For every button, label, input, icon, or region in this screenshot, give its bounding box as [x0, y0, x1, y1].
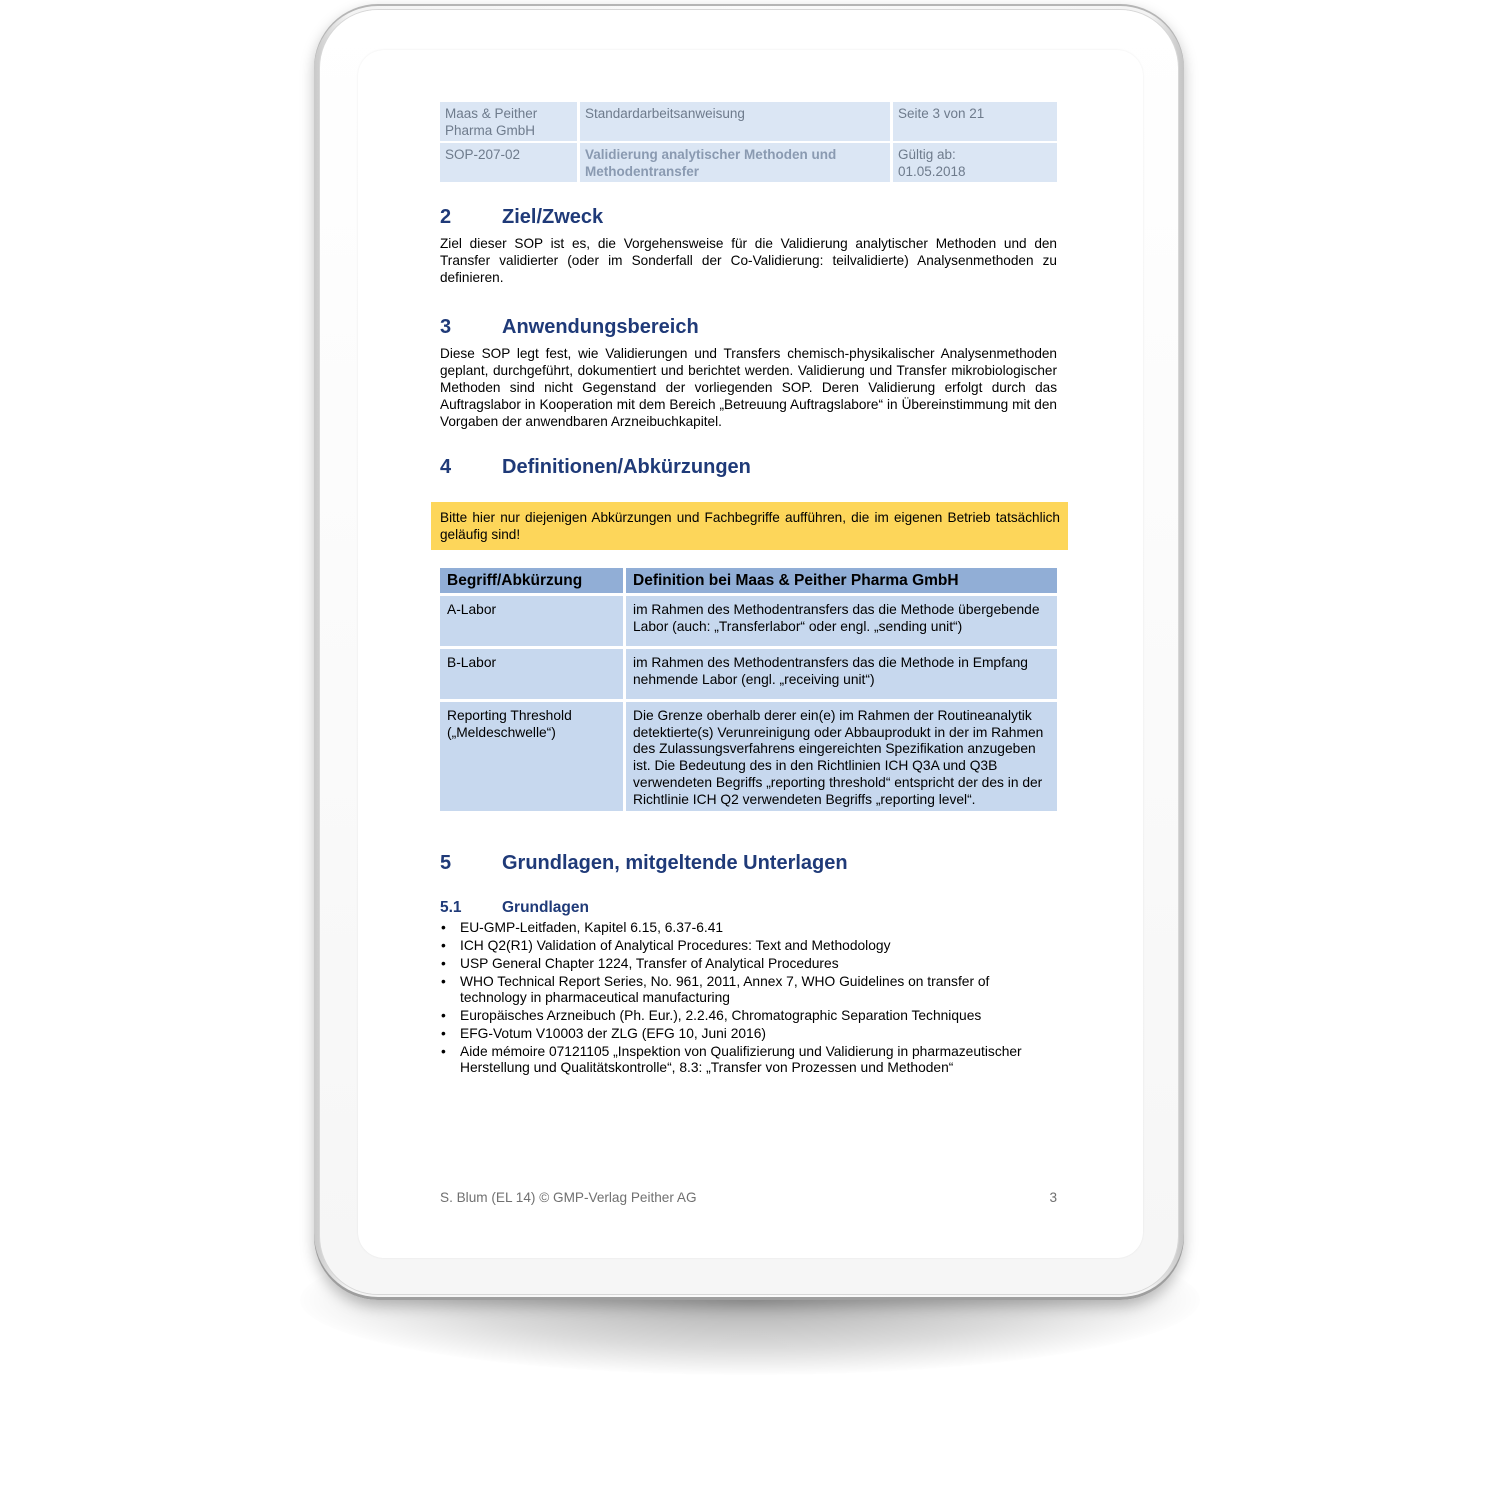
table-header-row — [440, 568, 1057, 593]
list-item: • EU-GMP-Leitfaden, Kapitel 6.15, 6.37-6.41 — [440, 920, 1057, 936]
table-row — [440, 702, 1057, 811]
definition-cell: Die Grenze oberhalb derer ein(e) im Rahmen der Routineanalytik detektierte(s) Verunreinigung oder Abbauprodukt in der im Rahmen des Zulassungsverfahrens eingereichten Spezifikation anzugeben ist. Die Bedeutung des in den Richtlinien ICH Q3A und Q3B verwendeten Begriffs „reporting threshold“ entspricht der des in der Richtlinie ICH Q2 verwendeten Begriffs „reporting level“. — [623, 702, 1057, 811]
highlight-note: Bitte hier nur diejenigen Abkürzungen und Fachbegriffe aufführen, die im eigenen Betrieb tatsächlich geläufig sind! — [431, 502, 1068, 550]
table-header-definition: Definition bei Maas & Peither Pharma GmbH — [623, 568, 1057, 593]
definition-cell: im Rahmen des Methodentransfers das die Methode in Empfang nehmende Labor (engl. „receiving unit“) — [623, 649, 1057, 699]
section-body: Ziel dieser SOP ist es, die Vorgehensweise für die Validierung analytischer Methoden und den Transfer validierter (oder im Sonderfall der Co-Validierung: teilvalidierte) Analysenmethoden zu definieren. — [440, 236, 1057, 285]
subsection-heading — [440, 899, 1057, 917]
footer-copyright: S. Blum (EL 14) © GMP-Verlag Peither AG — [440, 1190, 697, 1205]
section-heading — [440, 852, 1057, 875]
header-page-info: Seite 3 von 21 — [890, 102, 1057, 141]
subsection-number: 5.1 — [440, 899, 462, 916]
section-4 — [440, 456, 1060, 807]
header-sop-id: SOP-207-02 — [440, 143, 577, 182]
term-cell: Reporting Threshold („Meldeschwelle“) — [440, 702, 623, 811]
table-row — [440, 596, 1057, 646]
list-item: • ICH Q2(R1) Validation of Analytical Procedures: Text and Methodology — [440, 938, 1057, 954]
page-footer — [440, 1190, 1057, 1205]
header-doc-type: Standardarbeitsanweisung — [577, 102, 890, 141]
header-row — [440, 102, 1057, 141]
table-row — [440, 649, 1057, 699]
section-number: 3 — [440, 316, 452, 338]
list-item: • WHO Technical Report Series, No. 961, 2011, Annex 7, WHO Guidelines on transfer of technology in pharmaceutical manufacturing — [440, 974, 1057, 1006]
document-header-table — [440, 100, 1057, 184]
list-item: • EFG-Votum V10003 der ZLG (EFG 10, Juni 2016) — [440, 1026, 1057, 1042]
tablet-screen — [358, 50, 1143, 1258]
section-heading — [440, 206, 1057, 229]
section-body: Diese SOP legt fest, wie Validierungen und Transfers chemisch-physikalischer Analysenmethoden geplant, durchgeführt, dokumentiert und berichtet werden. Validierung und Transfer mikrobiologischer Methoden sind nicht Gegenstand der vorliegenden SOP. Deren Validierung erfolgt durch das Auftragslabor in Kooperation mit dem Bereich „Betreuung Auftragslabore“ in Übereinstimmung mit den Vorgaben der anwendbaren Arzneibuchkapitel. — [440, 346, 1057, 429]
section-number: 2 — [440, 206, 452, 228]
section-title: Definitionen/Abkürzungen — [502, 456, 751, 478]
term-cell: B-Labor — [440, 649, 623, 699]
section-heading — [440, 456, 1057, 479]
definition-cell: im Rahmen des Methodentransfers das die Methode übergebende Labor (auch: „Transferlabor“ oder engl. „sending unit“) — [623, 596, 1057, 646]
valid-from-date: 01.05.2018 — [898, 164, 966, 179]
header-sop-title: Validierung analytischer Methoden und Methodentransfer — [577, 143, 890, 182]
header-valid-from — [890, 143, 1057, 182]
header-row — [440, 143, 1057, 182]
section-5 — [440, 852, 1057, 1078]
section-3 — [440, 316, 1057, 430]
list-item: • USP General Chapter 1224, Transfer of Analytical Procedures — [440, 956, 1057, 972]
section-number: 4 — [440, 456, 452, 478]
list-item: • Europäisches Arzneibuch (Ph. Eur.), 2.2.46, Chromatographic Separation Techniques — [440, 1008, 1057, 1024]
reference-list — [440, 920, 1057, 1076]
subsection-title: Grundlagen — [502, 899, 589, 916]
section-title: Ziel/Zweck — [502, 206, 604, 228]
footer-page-number: 3 — [1049, 1190, 1057, 1205]
header-company: Maas & Peither Pharma GmbH — [440, 102, 577, 141]
list-item: • Aide mémoire 07121105 „Inspektion von Qualifizierung und Validierung in pharmazeutischer Herstellung und Qualitätskontrolle“, 8.3: „Transfer von Prozessen und Methoden“ — [440, 1044, 1057, 1076]
document-page — [440, 102, 1060, 1075]
section-title: Anwendungsbereich — [502, 316, 699, 338]
valid-from-label: Gültig ab: — [898, 147, 956, 162]
section-heading — [440, 316, 1057, 339]
section-2 — [440, 206, 1057, 286]
term-cell: A-Labor — [440, 596, 623, 646]
definitions-table — [440, 565, 1057, 814]
table-header-term: Begriff/Abkürzung — [440, 568, 623, 593]
section-number: 5 — [440, 852, 452, 874]
section-title: Grundlagen, mitgeltende Unterlagen — [502, 852, 848, 874]
